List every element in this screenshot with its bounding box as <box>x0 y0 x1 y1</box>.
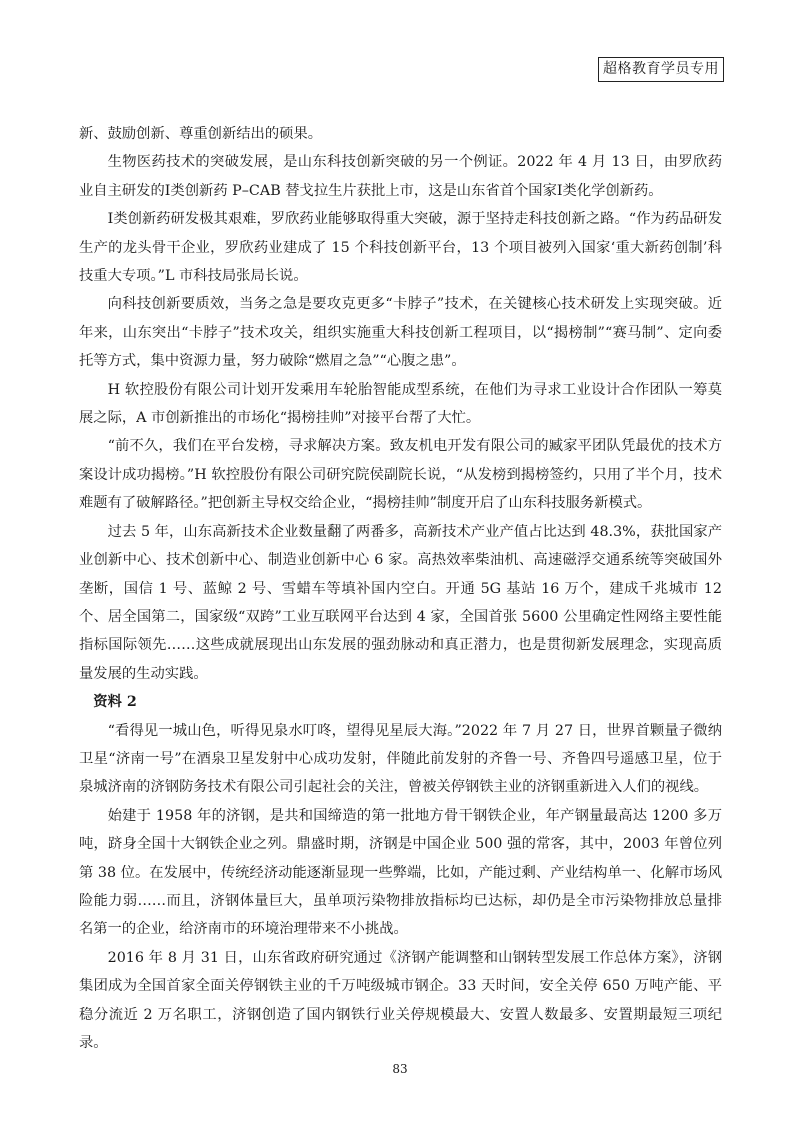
paragraph: “看得见一城山色，听得见泉水叮咚，望得见星辰大海。”2022 年 7 月 27 日，世界首颗量子微纳卫星“济南一号”在酒泉卫星发射中心成功发射，伴随此前发射的齐鲁一号、齐鲁四号遥感卫星，位于泉城济南的济钢防务技术有限公司引起社会的关注，曾被关停钢铁主业的济钢重新进入人们的视线。 <box>79 722 722 796</box>
header-tag: 超格教育学员专用 <box>598 57 724 82</box>
paragraph: 向科技创新要质效，当务之急是要攻克更多“卡脖子”技术，在关键核心技术研发上实现突破。近年来，山东突出“卡脖子”技术攻关，组织实施重大科技创新工程项目，以“揭榜制”“赛马制”、定向委托等方式，集中资源力量，努力破除“燃眉之急”“心腹之患”。 <box>79 296 722 370</box>
paragraph: H 软控股份有限公司计划开发乘用车轮胎智能成型系统，在他们为寻求工业设计合作团队一筹莫展之际，A 市创新推出的市场化“揭榜挂帅”对接平台帮了大忙。 <box>79 381 722 427</box>
document-body <box>79 120 722 1057</box>
paragraph: 生物医药技术的突破发展，是山东科技创新突破的另一个例证。2022 年 4 月 13 日，由罗欣药业自主研发的Ⅰ类创新药 P–CAB 替戈拉生片获批上市，这是山东省首个国家Ⅰ类化学创新药。 <box>79 154 722 199</box>
page-number: 83 <box>392 1062 408 1076</box>
paragraph: “前不久，我们在平台发榜，寻求解决方案。致友机电开发有限公司的臧家平团队凭最优的技术方案设计成功揭榜。”H 软控股份有限公司研究院侯副院长说，“从发榜到揭榜签约，只用了半个月，技术难题有了破解路径。”把创新主导权交给企业，“揭榜挂帅”制度开启了山东科技服务新模式。 <box>79 438 722 512</box>
paragraph: 新、鼓励创新、尊重创新结出的硕果。 <box>79 126 323 142</box>
paragraph: 2016 年 8 月 31 日，山东省政府研究通过《济钢产能调整和山钢转型发展工作总体方案》，济钢集团成为全国首家全面关停钢铁主业的千万吨级城市钢企。33 天时间，安全关停 650 万吨产能、平稳分流近 2 万名职工，济钢创造了国内钢铁行业关停规模最大、安置人数最多、安置期最短三项纪录。 <box>79 949 722 1051</box>
paragraph: 始建于 1958 年的济钢，是共和国缔造的第一批地方骨干钢铁企业，年产钢量最高达 1200 多万吨，跻身全国十大钢铁企业之列。鼎盛时期，济钢是中国企业 500 强的常客，其中，2003 年曾位列第 38 位。在发展中，传统经济动能逐渐显现一些弊端，比如，产能过剩、产业结构单一、化解市场风险能力弱……而且，济钢体量巨大，虽单项污染物排放指标均已达标，却仍是全市污染物排放总量排名第一的企业，给济南市的环境治理带来不小挑战。 <box>79 807 722 938</box>
paragraph: 过去 5 年，山东高新技术企业数量翻了两番多，高新技术产业产值占比达到 48.3%，获批国家产业创新中心、技术创新中心、制造业创新中心 6 家。高热效率柴油机、高速磁浮交通系统等突破国外垄断，国信 1 号、蓝鲸 2 号、雪蜡车等填补国内空白。开通 5G 基站 16 万个，建成千兆城市 12 个、居全国第二，国家级“双跨”工业互联网平台达到 4 家，全国首张 5600 公里确定性网络主要性能指标国际领先……这些成就展现出山东发展的强劲脉动和真正潜力，也是贯彻新发展理念，实现高质量发展的生动实践。 <box>79 523 722 682</box>
paragraph: Ⅰ类创新药研发极其艰难，罗欣药业能够取得重大突破，源于坚持走科技创新之路。“作为药品研发生产的龙头骨干企业，罗欣药业建成了 15 个科技创新平台，13 个项目被列入国家‘重大新药创制’科技重大专项。”L 市科技局张局长说。 <box>79 211 722 285</box>
section-heading: 资料 2 <box>93 694 137 711</box>
